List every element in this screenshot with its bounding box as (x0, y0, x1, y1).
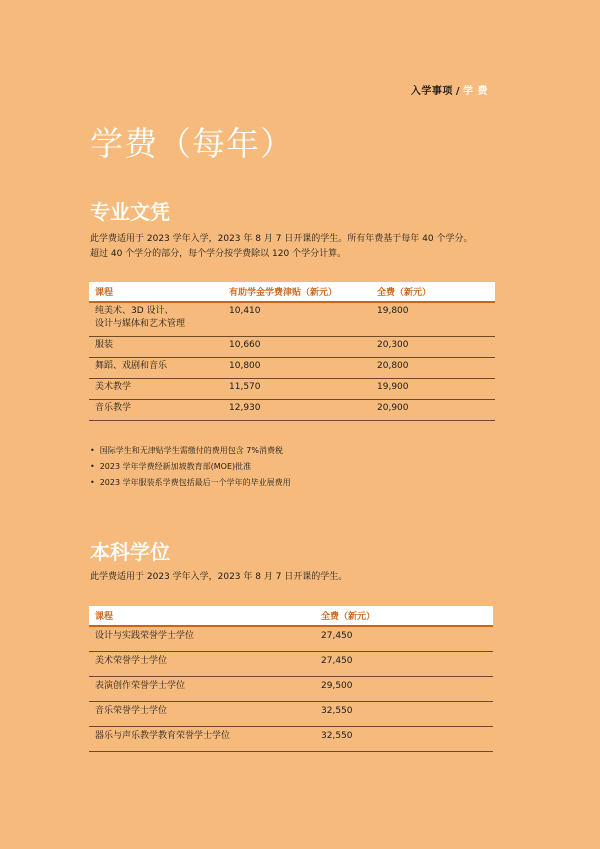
table-row (89, 358, 495, 379)
header-subsidised: 有助学金学费津贴（新元） (223, 282, 371, 302)
table-header-row (89, 606, 493, 626)
table-row (89, 337, 495, 358)
diploma-notes (90, 443, 291, 491)
header-full-fee: 全费（新元） (371, 282, 495, 302)
subsidised-cell: 10,800 (223, 358, 371, 379)
course-cell: 音乐教学 (89, 400, 223, 421)
full-fee-cell: 27,450 (315, 652, 493, 677)
breadcrumb-parent: 入学事项 (410, 86, 453, 97)
subsidised-cell: 11,570 (223, 379, 371, 400)
degree-fee-table (89, 606, 493, 752)
page-title: 学费（每年） (90, 124, 294, 163)
table-row (89, 626, 493, 652)
breadcrumb-separator: / (455, 86, 461, 97)
course-cell: 美术教学 (89, 379, 223, 400)
table-row (89, 677, 493, 702)
degree-description: 此学费适用于 2023 学年入学，2023 年 8 月 7 日开课的学生。 (90, 572, 348, 582)
course-cell: 器乐与声乐教学教育荣誉学士学位 (89, 727, 315, 752)
full-fee-cell: 20,300 (371, 337, 495, 358)
subsidised-cell: 10,660 (223, 337, 371, 358)
degree-heading: 本科学位 (90, 540, 170, 564)
subsidised-cell: 12,930 (223, 400, 371, 421)
full-fee-cell: 32,550 (315, 702, 493, 727)
full-fee-cell: 27,450 (315, 626, 493, 652)
course-cell: 舞蹈、戏剧和音乐 (89, 358, 223, 379)
course-cell: 音乐荣誉学士学位 (89, 702, 315, 727)
course-cell (89, 302, 223, 337)
course-line: 纯美术、3D 设计、 (95, 306, 174, 316)
course-cell: 设计与实践荣誉学士学位 (89, 626, 315, 652)
diploma-fee-table (89, 282, 495, 421)
table-row (89, 652, 493, 677)
subsidised-cell: 10,410 (223, 302, 371, 337)
note-item: • 2023 学年服装系学费包括最后一个学年的毕业展费用 (90, 475, 291, 491)
full-fee-cell: 19,900 (371, 379, 495, 400)
diploma-description (90, 232, 510, 262)
header-full-fee: 全费（新元） (315, 606, 493, 626)
header-course: 课程 (89, 606, 315, 626)
table-row (89, 302, 495, 337)
table-header-row (89, 282, 495, 302)
table-row (89, 702, 493, 727)
course-cell: 表演创作荣誉学士学位 (89, 677, 315, 702)
full-fee-cell: 29,500 (315, 677, 493, 702)
breadcrumb-current: 学 费 (463, 86, 488, 97)
full-fee-cell: 20,900 (371, 400, 495, 421)
table-row (89, 400, 495, 421)
table-row (89, 727, 493, 752)
full-fee-cell: 20,800 (371, 358, 495, 379)
course-line: 设计与媒体和艺术管理 (95, 319, 186, 329)
course-cell: 美术荣誉学士学位 (89, 652, 315, 677)
note-item: • 2023 学年学费经新加坡教育部(MOE)批准 (90, 459, 291, 475)
diploma-description-line: 超过 40 个学分的部分，每个学分按学费除以 120 个学分计算。 (90, 249, 347, 259)
diploma-heading: 专业文凭 (90, 200, 170, 224)
full-fee-cell: 19,800 (371, 302, 495, 337)
full-fee-cell: 32,550 (315, 727, 493, 752)
breadcrumb (411, 82, 488, 97)
header-course: 课程 (89, 282, 223, 302)
diploma-description-line: 此学费适用于 2023 学年入学，2023 年 8 月 7 日开课的学生。所有年费基于每年 40 个学分。 (90, 234, 473, 244)
course-cell: 服装 (89, 337, 223, 358)
table-row (89, 379, 495, 400)
note-item: • 国际学生和无津贴学生需缴付的费用包含 7%消费税 (90, 443, 291, 459)
